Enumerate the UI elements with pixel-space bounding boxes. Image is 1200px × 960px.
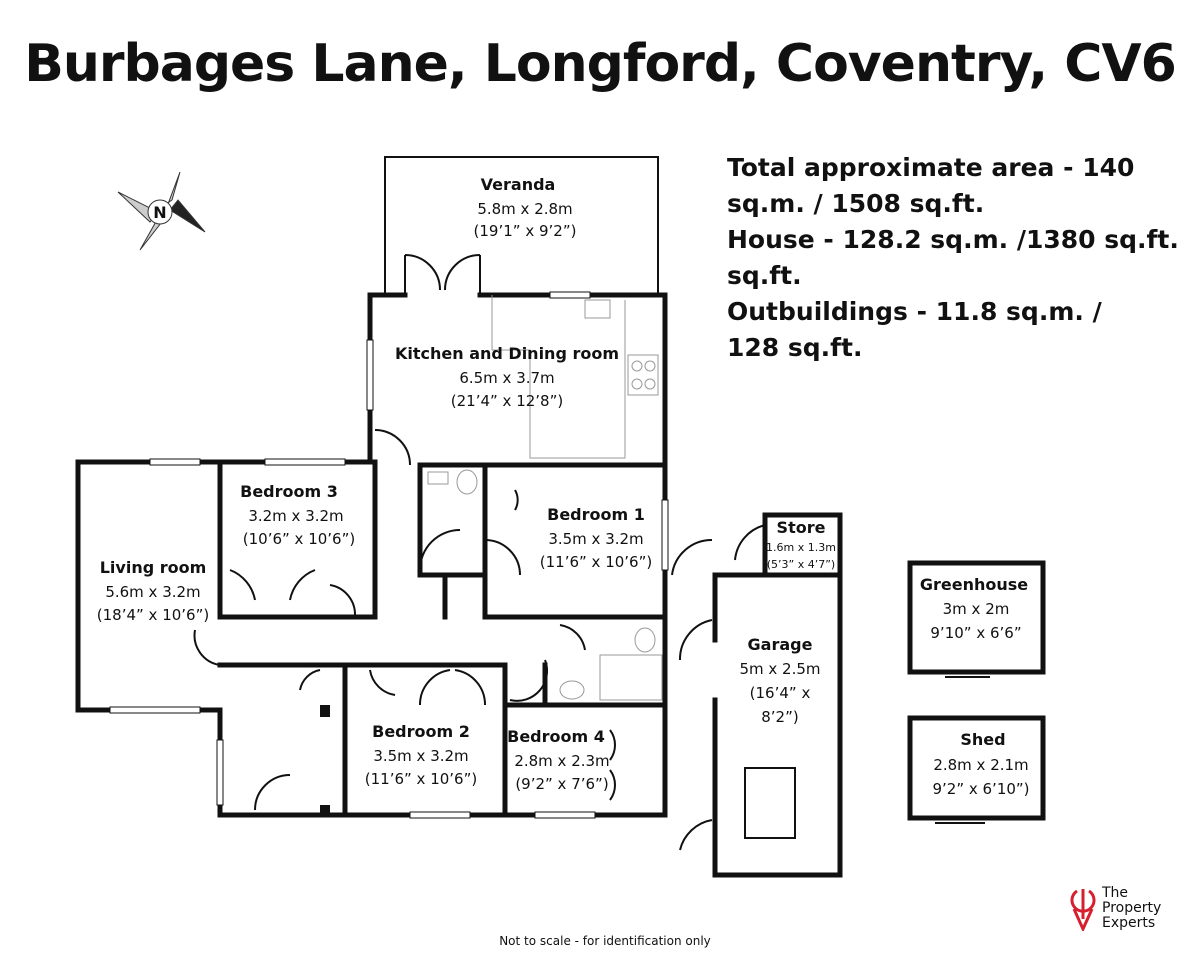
room-size: 5.8m x 2.8m: [477, 200, 573, 218]
room-shed: [932, 730, 1029, 798]
garage-pit: [745, 768, 795, 838]
room-size-imperial: (11’6” x 10’6”): [539, 553, 653, 571]
logo-text: Experts: [1102, 915, 1156, 931]
room-name: Shed: [960, 730, 1006, 749]
room-size-imperial: (9’2” x 7’6”): [515, 775, 609, 793]
room-name: Veranda: [480, 175, 556, 194]
area-line: Total approximate area - 140: [727, 153, 1135, 182]
room-garage: [739, 635, 820, 726]
compass-north-label: N: [153, 203, 167, 222]
room-name: Bedroom 3: [240, 482, 338, 501]
logo-pin-icon: [1070, 887, 1096, 931]
room-size-imperial: (21’4” x 12’8”): [450, 392, 564, 410]
room-living: [97, 558, 209, 624]
page-title: Burbages Lane, Longford, Coventry, CV6: [24, 34, 1176, 94]
veranda-door: [405, 255, 480, 295]
room-size-imperial: (18’4” x 10’6”): [96, 606, 210, 624]
area-line: Outbuildings - 11.8 sq.m. /: [727, 297, 1102, 326]
basin-icon: [560, 681, 584, 699]
room-name: Bedroom 2: [372, 722, 470, 741]
room-size-imperial: (5’3” x 4’7”): [766, 558, 836, 571]
pillar: [320, 705, 330, 717]
logo-text: The: [1102, 885, 1129, 901]
room-size: 5.6m x 3.2m: [105, 583, 201, 601]
basin-icon: [428, 472, 448, 484]
room-size: 3.2m x 3.2m: [248, 507, 344, 525]
sink-icon: [585, 300, 610, 318]
room-name: Living room: [99, 558, 207, 577]
room-greenhouse: [920, 575, 1028, 642]
room-name: Garage: [747, 635, 813, 654]
area-line: House - 128.2 sq.m. /1380 sq.ft.: [727, 225, 1179, 254]
area-line: 128 sq.ft.: [727, 333, 863, 362]
room-size: 6.5m x 3.7m: [459, 369, 555, 387]
company-logo: [1070, 886, 1161, 931]
area-line: sq.ft.: [727, 261, 802, 290]
logo-text: Property: [1102, 900, 1162, 916]
toilet-icon: [457, 470, 477, 494]
room-size-imperial: (10’6” x 10’6”): [242, 530, 356, 548]
room-size-imperial: 9’10” x 6’6”: [930, 624, 1022, 642]
room-size-imperial: (16’4” x: [749, 684, 811, 702]
shower-icon: [600, 655, 662, 700]
room-size: 3.5m x 3.2m: [373, 747, 469, 765]
room-size-imperial: (19’1” x 9’2”): [473, 222, 577, 240]
room-size: 3m x 2m: [942, 600, 1010, 618]
room-size: 1.6m x 1.3m: [766, 541, 836, 554]
room-name: Store: [776, 518, 826, 537]
room-size-imperial: (11’6” x 10’6”): [364, 770, 478, 788]
hob-icon: [628, 355, 658, 395]
toilet-icon: [635, 628, 655, 652]
room-size: 5m x 2.5m: [739, 660, 821, 678]
room-name: Bedroom 4: [507, 727, 605, 746]
area-line: sq.m. / 1508 sq.ft.: [727, 189, 985, 218]
room-kitchen: [395, 344, 619, 410]
room-bedroom1: [540, 505, 652, 571]
room-name: Kitchen and Dining room: [394, 344, 620, 363]
room-name: Greenhouse: [919, 575, 1029, 594]
room-bedroom2: [365, 722, 477, 788]
room-size: 3.5m x 3.2m: [548, 530, 644, 548]
disclaimer-note: Not to scale - for identification only: [499, 934, 711, 948]
room-bedroom3: [240, 482, 355, 548]
room-size: 2.8m x 2.3m: [514, 752, 610, 770]
pillar: [320, 805, 330, 817]
room-bedroom4: [507, 727, 610, 793]
room-store: [766, 518, 836, 571]
room-size-imperial: 8’2”): [761, 708, 799, 726]
compass-icon: [118, 172, 205, 250]
room-size-imperial: 9’2” x 6’10”): [932, 780, 1030, 798]
room-name: Bedroom 1: [547, 505, 645, 524]
room-veranda: [474, 175, 577, 240]
room-size: 2.8m x 2.1m: [933, 756, 1029, 774]
